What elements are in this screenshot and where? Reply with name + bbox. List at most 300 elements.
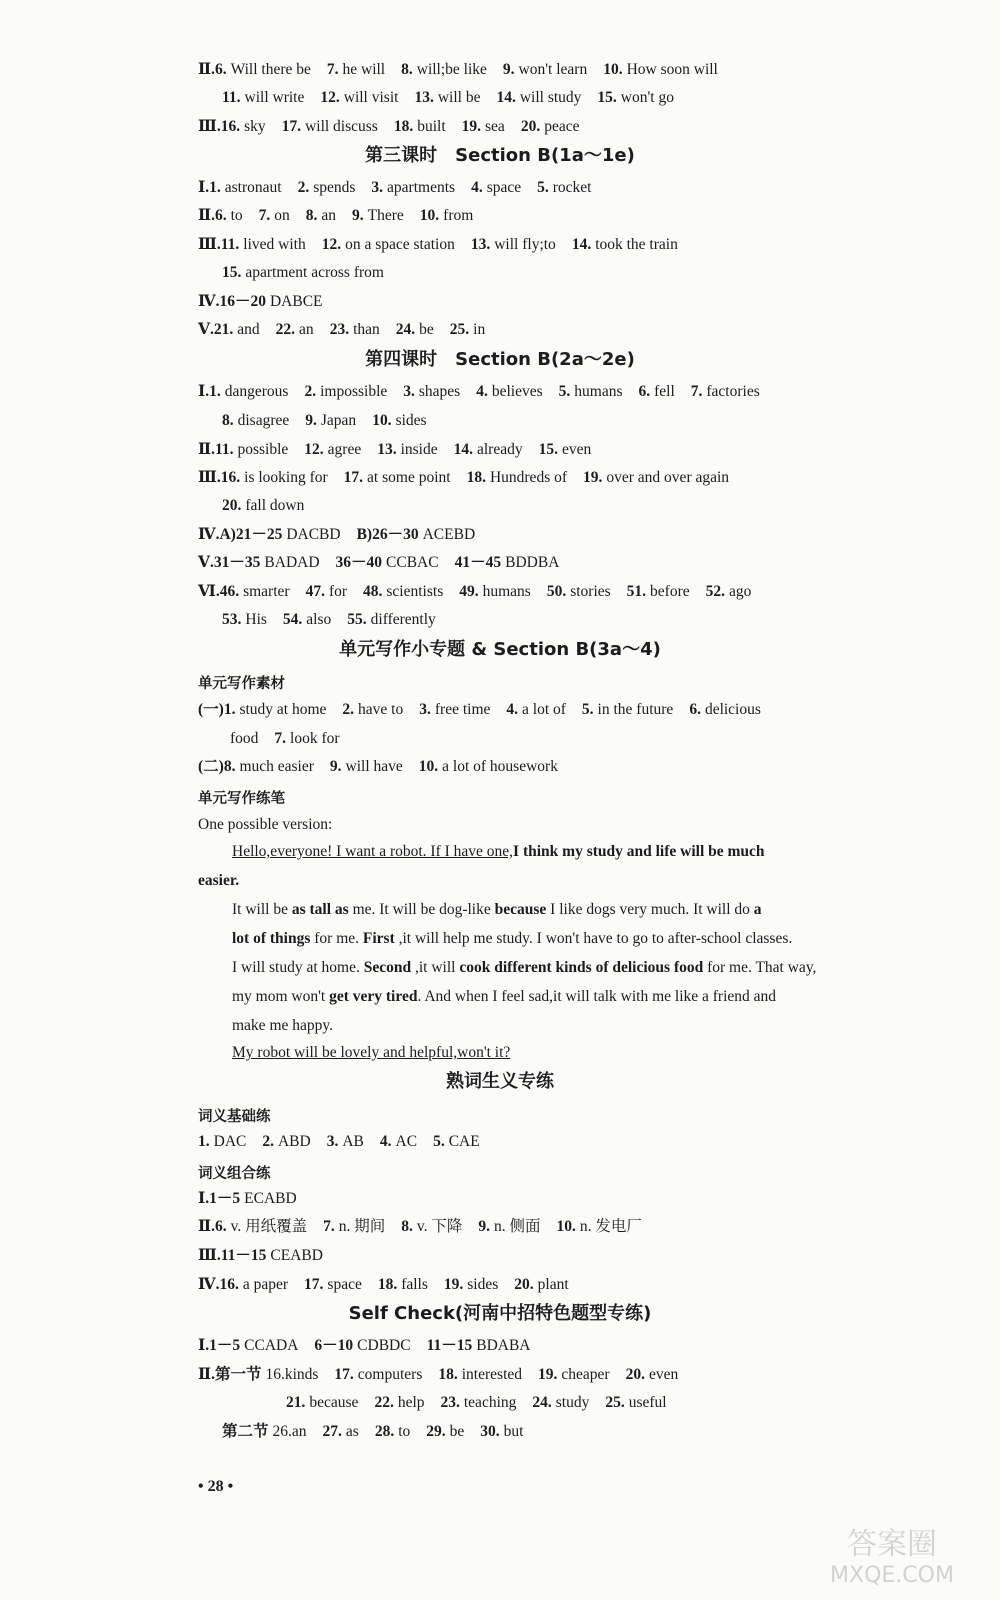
item-answer: already: [477, 441, 523, 458]
item-answer: n. 期间: [338, 1218, 386, 1235]
item-number: Ⅲ.16.: [198, 469, 241, 486]
item-number: 28.: [374, 1423, 395, 1440]
item-answer: took the train: [595, 236, 678, 253]
answer-line: [198, 117, 595, 137]
answer-line: [198, 700, 777, 720]
item-number: 6.: [689, 701, 701, 718]
item-number: 41－45: [454, 554, 502, 571]
item-answer: be: [449, 1423, 465, 1440]
item-number: Ⅳ.16.: [198, 1276, 239, 1293]
item-answer: sea: [485, 118, 505, 135]
item-answer: before: [650, 583, 690, 600]
answer-line: [198, 440, 607, 460]
item-number: 1.: [198, 1133, 210, 1150]
item-number: 6.: [638, 383, 651, 400]
answer-line: [222, 88, 690, 108]
answer-line: [198, 1336, 547, 1356]
item-answer: n. 侧面: [493, 1218, 541, 1235]
item-number: 5.: [581, 701, 594, 718]
essay-text-segment: . And when I feel sad,it will talk with me like a friend and: [417, 988, 777, 1005]
item-answer: in the future: [597, 701, 674, 718]
item-number: 21.: [286, 1394, 306, 1411]
item-answer: useful: [628, 1394, 667, 1411]
item-number: 54.: [282, 611, 303, 628]
item-number: 52.: [705, 583, 726, 600]
item-answer: v. 下降: [416, 1218, 463, 1235]
essay-text-segment: a: [753, 901, 762, 918]
item-number: 5.: [558, 383, 571, 400]
item-number: 18.: [438, 1366, 458, 1383]
answer-line: [198, 553, 575, 573]
item-number: Ⅴ.31－35: [198, 554, 261, 571]
item-answer: even: [561, 441, 592, 458]
item-number: 19.: [461, 118, 482, 135]
item-number: 27.: [322, 1423, 342, 1440]
item-number: 23.: [440, 1394, 460, 1411]
item-answer: BADAD: [264, 554, 320, 571]
item-answer: will fly;to: [494, 236, 556, 253]
item-number: 12.: [321, 236, 342, 253]
item-answer: teaching: [463, 1394, 517, 1411]
item-number: Ⅵ.46.: [198, 583, 240, 600]
item-number: 2.: [262, 1133, 274, 1150]
item-number: 4.: [506, 701, 519, 718]
item-number: 17.: [343, 469, 364, 486]
item-number: 7.: [274, 730, 287, 747]
item-number: 11.: [222, 89, 241, 106]
item-number: Ⅲ.16.: [198, 118, 241, 135]
item-answer: ABD: [277, 1133, 311, 1150]
item-answer: Japan: [320, 412, 357, 429]
item-answer: apartments: [387, 179, 456, 196]
item-answer: apartment across from: [245, 264, 384, 281]
item-number: 9.: [502, 61, 515, 78]
answer-line: [198, 382, 776, 402]
item-answer: an: [299, 321, 314, 338]
item-number: 36－40: [335, 554, 383, 571]
item-number: (一)1.: [198, 701, 236, 718]
essay-text-segment: for me. That way,: [703, 959, 817, 976]
essay-text-segment: because: [494, 901, 547, 918]
item-number: Ⅰ.1.: [198, 179, 221, 196]
item-number: 4.: [476, 383, 488, 400]
item-number: 19.: [443, 1276, 464, 1293]
subheading: 词义基础练: [198, 1109, 271, 1125]
subheading: 单元写作练笔: [198, 791, 285, 807]
item-answer: 16.kinds: [265, 1366, 319, 1383]
item-answer: will have: [345, 758, 403, 775]
answer-line: [198, 757, 574, 777]
item-number: 7.: [323, 1218, 335, 1235]
item-number: 11－15: [426, 1337, 473, 1354]
item-number: 22.: [374, 1394, 394, 1411]
item-number: 3.: [326, 1133, 339, 1150]
item-number: 10.: [556, 1218, 576, 1235]
item-answer: as: [345, 1423, 359, 1440]
item-number: 18.: [377, 1276, 398, 1293]
item-number: 19.: [583, 469, 603, 486]
item-answer: also: [306, 611, 332, 628]
section-heading: 第三课时 Section B(1a～1e): [365, 145, 635, 166]
item-number: 20.: [222, 497, 242, 514]
item-answer: interested: [461, 1366, 523, 1383]
item-answer: v. 用纸覆盖: [230, 1218, 308, 1235]
item-number: Ⅱ.6.: [198, 61, 227, 78]
item-number: 18.: [393, 118, 414, 135]
item-answer: even: [648, 1366, 679, 1383]
item-answer: is looking for: [244, 469, 328, 486]
item-answer: factories: [706, 383, 760, 400]
item-answer: BDABA: [476, 1337, 531, 1354]
item-number: 15.: [597, 89, 617, 106]
item-answer: CCADA: [244, 1337, 299, 1354]
item-number: 第二节: [222, 1423, 269, 1440]
item-number: 22.: [275, 321, 296, 338]
item-number: 3.: [403, 383, 415, 400]
item-answer: ACEBD: [422, 526, 476, 543]
item-number: 25.: [449, 321, 470, 338]
item-answer: will visit: [343, 89, 399, 106]
answer-line: [198, 1217, 658, 1237]
item-answer: will study: [519, 89, 582, 106]
answer-line: [222, 496, 320, 516]
answer-line: [198, 206, 489, 226]
section-heading: Self Check(河南中招特色题型专练): [348, 1303, 652, 1324]
item-number: 13.: [414, 89, 434, 106]
item-answer: space: [486, 179, 522, 196]
item-number: 5.: [433, 1133, 445, 1150]
item-answer: peace: [544, 118, 580, 135]
item-answer: spends: [313, 179, 356, 196]
item-number: Ⅰ.1－5: [198, 1337, 241, 1354]
item-answer: over and over again: [606, 469, 730, 486]
answer-line: [198, 1365, 694, 1385]
item-answer: lived with: [243, 236, 306, 253]
item-number: 10.: [603, 61, 623, 78]
item-number: 24.: [395, 321, 416, 338]
item-answer: to: [398, 1423, 411, 1440]
section-heading: 熟词生义专练: [446, 1071, 554, 1092]
item-answer: shapes: [418, 383, 461, 400]
item-number: 50.: [546, 583, 567, 600]
item-number: 24.: [532, 1394, 552, 1411]
item-answer: DAC: [213, 1133, 247, 1150]
answer-line: [286, 1393, 683, 1413]
item-answer: ago: [729, 583, 752, 600]
item-answer: a lot of housework: [442, 758, 558, 775]
item-answer: DACBD: [286, 526, 341, 543]
essay-text-segment: for me.: [310, 930, 363, 947]
item-number: 10.: [372, 412, 392, 429]
item-number: 8.: [401, 61, 413, 78]
item-number: 53.: [222, 611, 242, 628]
answer-line: [198, 178, 607, 198]
item-answer: smarter: [243, 583, 290, 600]
subheading: 词义组合练: [198, 1166, 271, 1182]
item-answer: study at home: [239, 701, 327, 718]
essay-text-segment: ,it will help me study. I won't have to go to after-school classes.: [394, 930, 793, 947]
essay-intro: One possible version:: [198, 816, 333, 833]
item-answer: free time: [434, 701, 491, 718]
answer-line: [198, 582, 767, 602]
item-answer: will be: [437, 89, 481, 106]
item-answer: sky: [244, 118, 266, 135]
item-answer: AC: [395, 1133, 418, 1150]
answer-line: [198, 525, 491, 545]
item-answer: will discuss: [305, 118, 378, 135]
item-number: 17.: [304, 1276, 324, 1293]
item-number: Ⅱ.11.: [198, 441, 234, 458]
answer-line: [198, 235, 694, 255]
answer-line: [198, 468, 745, 488]
item-answer: won't go: [620, 89, 674, 106]
item-number: 14.: [571, 236, 592, 253]
item-number: Ⅱ.第一节: [198, 1366, 262, 1383]
item-number: Ⅱ.6.: [198, 1218, 227, 1235]
item-answer: he will: [342, 61, 386, 78]
essay-text-segment: First: [362, 930, 395, 947]
answer-line: [198, 60, 734, 80]
item-answer: differently: [370, 611, 436, 628]
item-answer: than: [353, 321, 380, 338]
item-answer: astronaut: [224, 179, 282, 196]
item-number: 55.: [347, 611, 367, 628]
answer-line: [222, 610, 452, 630]
item-answer: will write: [244, 89, 305, 106]
item-answer: built: [417, 118, 446, 135]
item-answer: plant: [537, 1276, 569, 1293]
essay-text-segment: lot of things: [232, 930, 311, 947]
item-number: 14.: [453, 441, 473, 458]
section-heading: 第四课时 Section B(2a～2e): [365, 349, 635, 370]
item-answer: on a space station: [345, 236, 455, 253]
item-answer: on: [274, 207, 290, 224]
item-number: Ⅰ.1.: [198, 383, 221, 400]
item-number: 9.: [352, 207, 364, 224]
item-number: 12.: [320, 89, 340, 106]
item-answer: AB: [342, 1133, 364, 1150]
subheading: 单元写作素材: [198, 676, 285, 692]
item-answer: CCBAC: [386, 554, 439, 571]
item-answer: will;be like: [416, 61, 487, 78]
item-answer: and: [237, 321, 260, 338]
item-answer: humans: [574, 383, 623, 400]
item-answer: delicious: [704, 701, 761, 718]
essay-text-segment: my mom won't: [232, 988, 330, 1005]
item-number: (二)8.: [198, 758, 236, 775]
item-number: 10.: [418, 758, 439, 775]
item-answer: CAE: [448, 1133, 480, 1150]
item-answer: rocket: [552, 179, 592, 196]
essay-text-segment: as tall as: [291, 901, 349, 918]
item-answer: because: [309, 1394, 359, 1411]
item-answer: have to: [358, 701, 404, 718]
item-number: 6－10: [314, 1337, 354, 1354]
item-answer: be: [419, 321, 434, 338]
essay-paragraph-1: [232, 837, 842, 866]
item-number: 8.: [401, 1218, 413, 1235]
item-number: 7.: [690, 383, 703, 400]
section-heading: 单元写作小专题 & Section B(3a～4): [339, 639, 661, 660]
item-answer: There: [367, 207, 404, 224]
item-number: Ⅲ.11.: [198, 236, 240, 253]
essay-text-segment: cook different kinds of delicious food: [459, 959, 704, 976]
essay-text-segment: make me happy.: [232, 1017, 333, 1034]
watermark-logo: [812, 1520, 972, 1590]
answer-line: [222, 411, 443, 431]
item-answer: study: [555, 1394, 590, 1411]
item-answer: How soon will: [626, 61, 718, 78]
item-number: Ⅲ.11－15: [198, 1247, 267, 1264]
item-number: Ⅳ.16－20: [198, 293, 266, 310]
essay-text-segment: get very tired: [329, 988, 418, 1005]
item-number: 4.: [379, 1133, 392, 1150]
item-number: 8.: [305, 207, 318, 224]
item-answer: inside: [400, 441, 438, 458]
item-answer: fall down: [245, 497, 305, 514]
item-answer: in: [473, 321, 486, 338]
item-answer: CDBDC: [357, 1337, 411, 1354]
item-number: Ⅴ.21.: [198, 321, 234, 338]
item-answer: impossible: [320, 383, 388, 400]
item-answer: dangerous: [224, 383, 289, 400]
item-number: 17.: [281, 118, 302, 135]
answer-line: [222, 263, 400, 283]
item-answer: look for: [290, 730, 340, 747]
item-answer: ECABD: [244, 1190, 297, 1207]
item-answer: a paper: [242, 1276, 289, 1293]
item-answer: to: [230, 207, 243, 224]
answer-line: [198, 1246, 339, 1266]
item-answer: scientists: [386, 583, 444, 600]
item-answer: much easier: [239, 758, 314, 775]
item-number: 15.: [222, 264, 242, 281]
item-number: 23.: [329, 321, 350, 338]
item-number: 48.: [363, 583, 383, 600]
item-number: 51.: [626, 583, 647, 600]
item-answer: space: [327, 1276, 362, 1293]
essay-p1-part-a: Hello,everyone! I want a robot. If I have one,: [232, 843, 514, 860]
item-answer: Will there be: [230, 61, 311, 78]
item-number: 7.: [258, 207, 271, 224]
item-number: 9.: [329, 758, 342, 775]
item-number: Ⅰ.1－5: [198, 1190, 241, 1207]
essay-p1-part-c: easier.: [198, 872, 240, 889]
item-answer: Hundreds of: [489, 469, 568, 486]
page-number: • 28 •: [198, 1478, 234, 1495]
item-number: 2.: [304, 383, 317, 400]
item-number: 20.: [625, 1366, 645, 1383]
item-number: 15.: [538, 441, 558, 458]
essay-text-segment: me. It will be dog-like: [348, 901, 495, 918]
item-answer: computers: [357, 1366, 423, 1383]
item-number: 30.: [480, 1423, 500, 1440]
item-number: 9.: [305, 412, 317, 429]
item-answer: a lot of: [522, 701, 566, 718]
item-answer: His: [245, 611, 267, 628]
answer-line: [222, 1422, 539, 1442]
item-number: 29.: [426, 1423, 446, 1440]
item-number: 13.: [470, 236, 491, 253]
item-number: 5.: [537, 179, 549, 196]
answer-line: [198, 1189, 313, 1209]
item-answer: but: [503, 1423, 524, 1440]
item-number: 3.: [371, 179, 384, 196]
item-number: 2.: [297, 179, 310, 196]
item-number: 4.: [471, 179, 483, 196]
item-number: 8.: [222, 412, 234, 429]
essay-p1-part-b: I think my study and life will be much: [513, 843, 765, 860]
essay-text-segment: It will be: [232, 901, 292, 918]
item-number: 10.: [419, 207, 440, 224]
item-number: 12.: [304, 441, 324, 458]
item-number: 3.: [419, 701, 431, 718]
item-number: 20.: [514, 1276, 534, 1293]
essay-paragraph-2: [232, 895, 852, 1040]
item-answer: believes: [491, 383, 543, 400]
essay-text-segment: I will study at home.: [232, 959, 364, 976]
item-answer: cheaper: [561, 1366, 610, 1383]
item-answer: humans: [482, 583, 531, 600]
answer-line: [198, 1275, 585, 1295]
item-number: 13.: [377, 441, 397, 458]
item-number: 7.: [326, 61, 339, 78]
item-number: 47.: [305, 583, 325, 600]
item-answer: won't learn: [518, 61, 588, 78]
item-number: 9.: [478, 1218, 490, 1235]
svg-text:答案圈: 答案圈: [847, 1527, 937, 1562]
item-answer: 26.an: [272, 1423, 307, 1440]
item-answer: DABCE: [269, 293, 323, 310]
item-number: 20.: [520, 118, 541, 135]
essay-text-segment: I like dogs very much. It will do: [546, 901, 754, 918]
item-answer: falls: [401, 1276, 428, 1293]
item-answer: at some point: [367, 469, 451, 486]
item-answer: CEABD: [270, 1247, 323, 1264]
item-answer: disagree: [237, 412, 290, 429]
item-number: B)26－30: [356, 526, 419, 543]
item-answer: agree: [327, 441, 362, 458]
answer-line: [198, 292, 339, 312]
item-number: 25.: [605, 1394, 625, 1411]
svg-text:MXQE.COM: MXQE.COM: [830, 1563, 954, 1588]
item-number: 49.: [459, 583, 479, 600]
item-answer: possible: [237, 441, 289, 458]
essay-text-segment: Second: [363, 959, 412, 976]
item-number: 18.: [466, 469, 486, 486]
answer-line: [198, 1132, 496, 1152]
item-answer: sides: [467, 1276, 499, 1293]
item-number: Ⅱ.6.: [198, 207, 227, 224]
item-answer: BDDBA: [505, 554, 560, 571]
item-answer: fell: [654, 383, 675, 400]
essay-text-segment: ,it will: [411, 959, 460, 976]
item-answer: stories: [570, 583, 611, 600]
essay-closing: My robot will be lovely and helpful,won't it?: [232, 1044, 511, 1061]
item-answer: an: [321, 207, 337, 224]
item-number: Ⅳ.A)21－25: [198, 526, 283, 543]
item-number: 2.: [342, 701, 355, 718]
item-answer: n. 发电厂: [579, 1218, 642, 1235]
item-number: 19.: [538, 1366, 558, 1383]
answer-line: [198, 320, 501, 340]
item-answer: food: [230, 730, 259, 747]
item-answer: for: [328, 583, 348, 600]
item-number: 17.: [334, 1366, 354, 1383]
item-number: 14.: [496, 89, 516, 106]
item-answer: from: [443, 207, 474, 224]
answer-line: [230, 729, 356, 749]
